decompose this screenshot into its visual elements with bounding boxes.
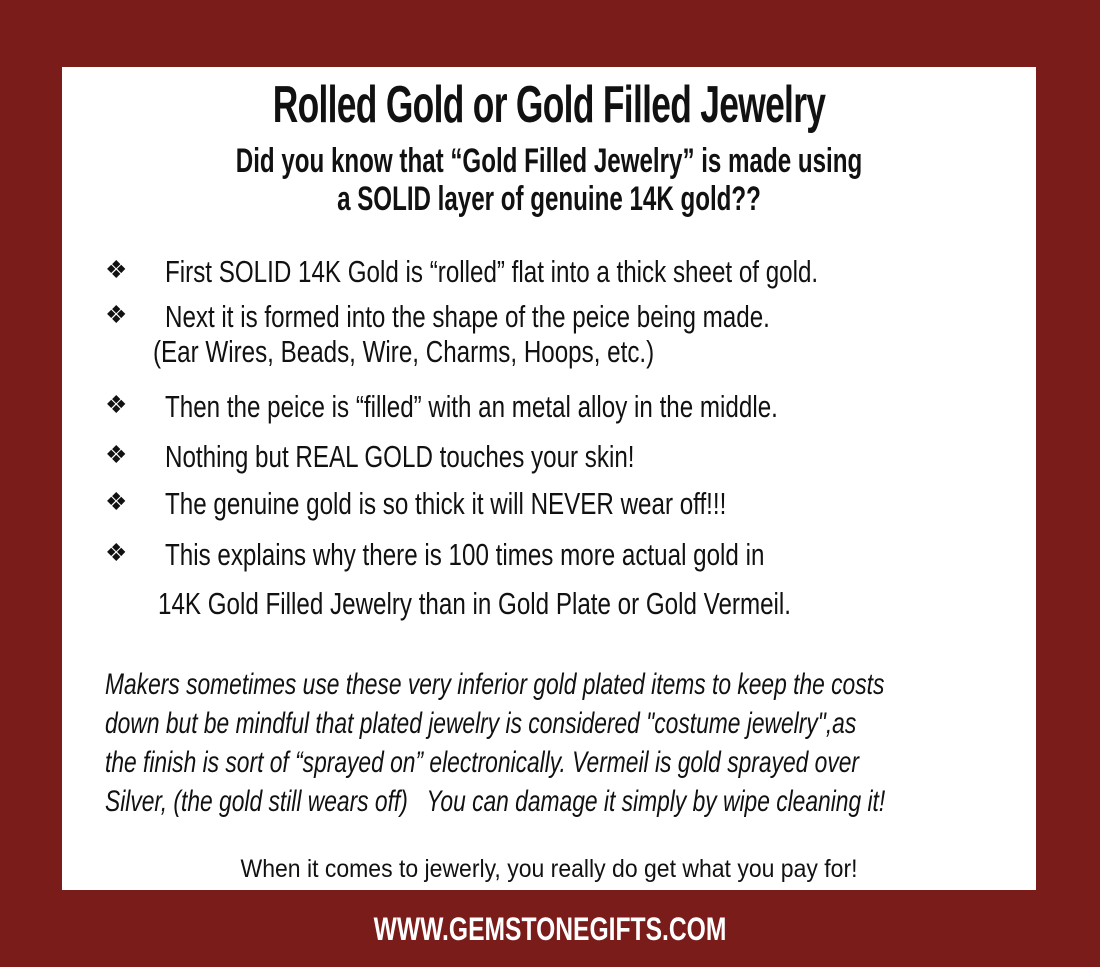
bullet-diamond-icon: ❖ [105,488,128,516]
bullet-item-6: This explains why there is 100 times more actual gold in [165,537,765,572]
page-title: Rolled Gold or Gold Filled Jewelry [272,76,826,134]
disclaimer-line-4: Silver, (the gold still wears off) You can damage it simply by wipe cleaning it! [105,785,886,818]
bullet-item-2: Next it is formed into the shape of the peice being made. [165,299,770,334]
bullet-item-5: The genuine gold is so thick it will NEVER wear off!!! [165,486,727,521]
bullet-item-2-continued: (Ear Wires, Beads, Wire, Charms, Hoops, etc.) [153,334,655,369]
subtitle-line-1: Did you know that “Gold Filled Jewelry” is made using [235,142,863,180]
bullet-item-1: First SOLID 14K Gold is “rolled” flat into a thick sheet of gold. [165,254,819,289]
bullet-item-3: Then the peice is “filled” with an metal alloy in the middle. [165,389,778,424]
bullet-diamond-icon: ❖ [105,301,128,329]
subtitle-line-2: a SOLID layer of genuine 14K gold?? [337,180,761,218]
closing-statement: When it comes to jewerly, you really do get what you pay for! [240,855,858,883]
disclaimer-line-1: Makers sometimes use these very inferior gold plated items to keep the costs [105,668,885,701]
bullet-diamond-icon: ❖ [105,391,128,419]
disclaimer-line-2: down but be mindful that plated jewelry is considered "costume jewelry",as [105,707,857,740]
bullet-diamond-icon: ❖ [105,539,128,567]
content-card [62,67,1036,890]
bullet-item-6-continued: 14K Gold Filled Jewelry than in Gold Plate or Gold Vermeil. [158,586,792,621]
website-url: WWW.GEMSTONEGIFTS.COM [373,911,727,947]
disclaimer-line-3: the finish is sort of “sprayed on” electronically. Vermeil is gold sprayed over [105,746,860,779]
bullet-item-4: Nothing but REAL GOLD touches your skin! [165,439,635,474]
bullet-diamond-icon: ❖ [105,256,128,284]
bullet-diamond-icon: ❖ [105,441,128,469]
